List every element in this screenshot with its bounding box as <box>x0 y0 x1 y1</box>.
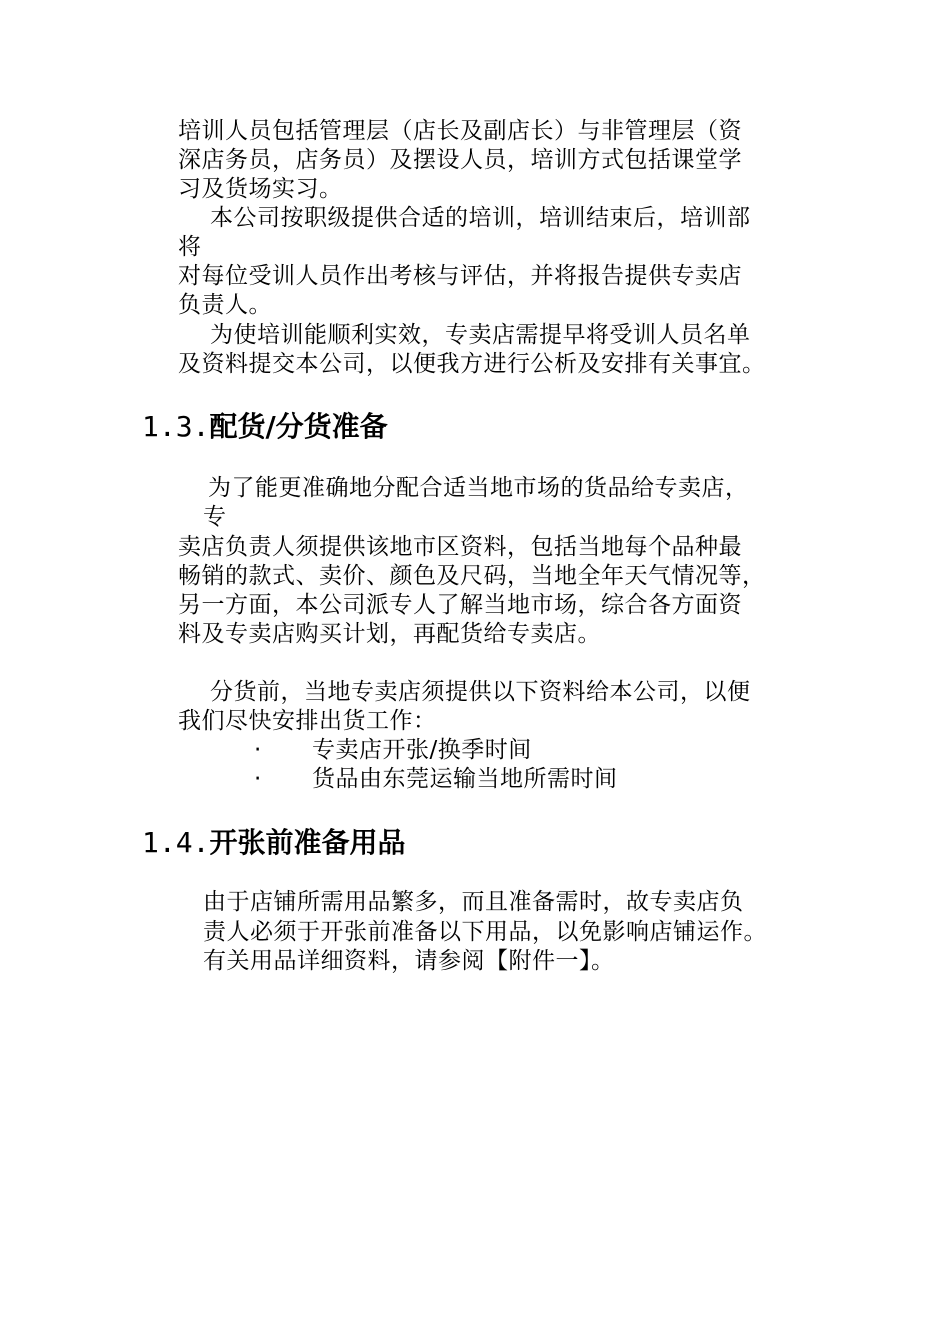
text-line: 畅销的款式、卖价、颜色及尺码，当地全年天气情况等， <box>178 563 766 589</box>
bullet-text: 货品由东莞运输当地所需时间 <box>312 766 618 792</box>
text-line: 深店务员，店务员）及摆设人员，培训方式包括课堂学 <box>178 147 742 173</box>
text-line: 习及货场实习。 <box>178 176 343 202</box>
section-number: 1.4. <box>142 826 210 859</box>
text-line: 为使培训能顺利实效，专卖店需提早将受训人员名单 <box>210 322 751 348</box>
text-line: 有关用品详细资料，请参阅【附件一】。 <box>203 948 615 974</box>
text-line: 另一方面，本公司派专人了解当地市场，综合各方面资 <box>178 592 742 618</box>
text-line: 料及专卖店购买计划，再配货给专卖店。 <box>178 621 601 647</box>
section-number: 1.3. <box>142 410 210 443</box>
text-line: 培训人员包括管理层（店长及副店长）与非管理层（资 <box>178 118 742 144</box>
text-line: 将 <box>178 234 202 260</box>
text-line: 卖店负责人须提供该地市区资料，包括当地每个品种最 <box>178 534 742 560</box>
bullet-icon: · <box>254 766 262 792</box>
text-line: 分货前，当地专卖店须提供以下资料给本公司，以便 <box>210 679 751 705</box>
text-line: 本公司按职级提供合适的培训，培训结束后，培训部 <box>210 205 751 231</box>
section-heading <box>142 410 388 444</box>
bullet-icon: · <box>254 737 262 763</box>
text-line: 专 <box>203 504 227 530</box>
section-title: 开张前准备用品 <box>209 826 406 859</box>
text-line: 对每位受训人员作出考核与评估，并将报告提供专卖店 <box>178 263 742 289</box>
text-line: 我们尽快安排出货工作： <box>178 708 437 734</box>
bullet-text: 专卖店开张/换季时间 <box>312 737 532 763</box>
text-line: 为了能更准确地分配合适当地市场的货品给专卖店， <box>208 475 749 501</box>
text-line: 责人必须于开张前准备以下用品，以免影响店铺运作。 <box>203 919 767 945</box>
section-heading <box>142 826 405 860</box>
text-line: 负责人。 <box>178 292 272 318</box>
text-line: 由于店铺所需用品繁多，而且准备需时，故专卖店负 <box>203 889 744 915</box>
text-line: 及资料提交本公司，以便我方进行公析及安排有关事宜。 <box>178 351 766 377</box>
section-title: 配货/分货准备 <box>209 410 388 443</box>
